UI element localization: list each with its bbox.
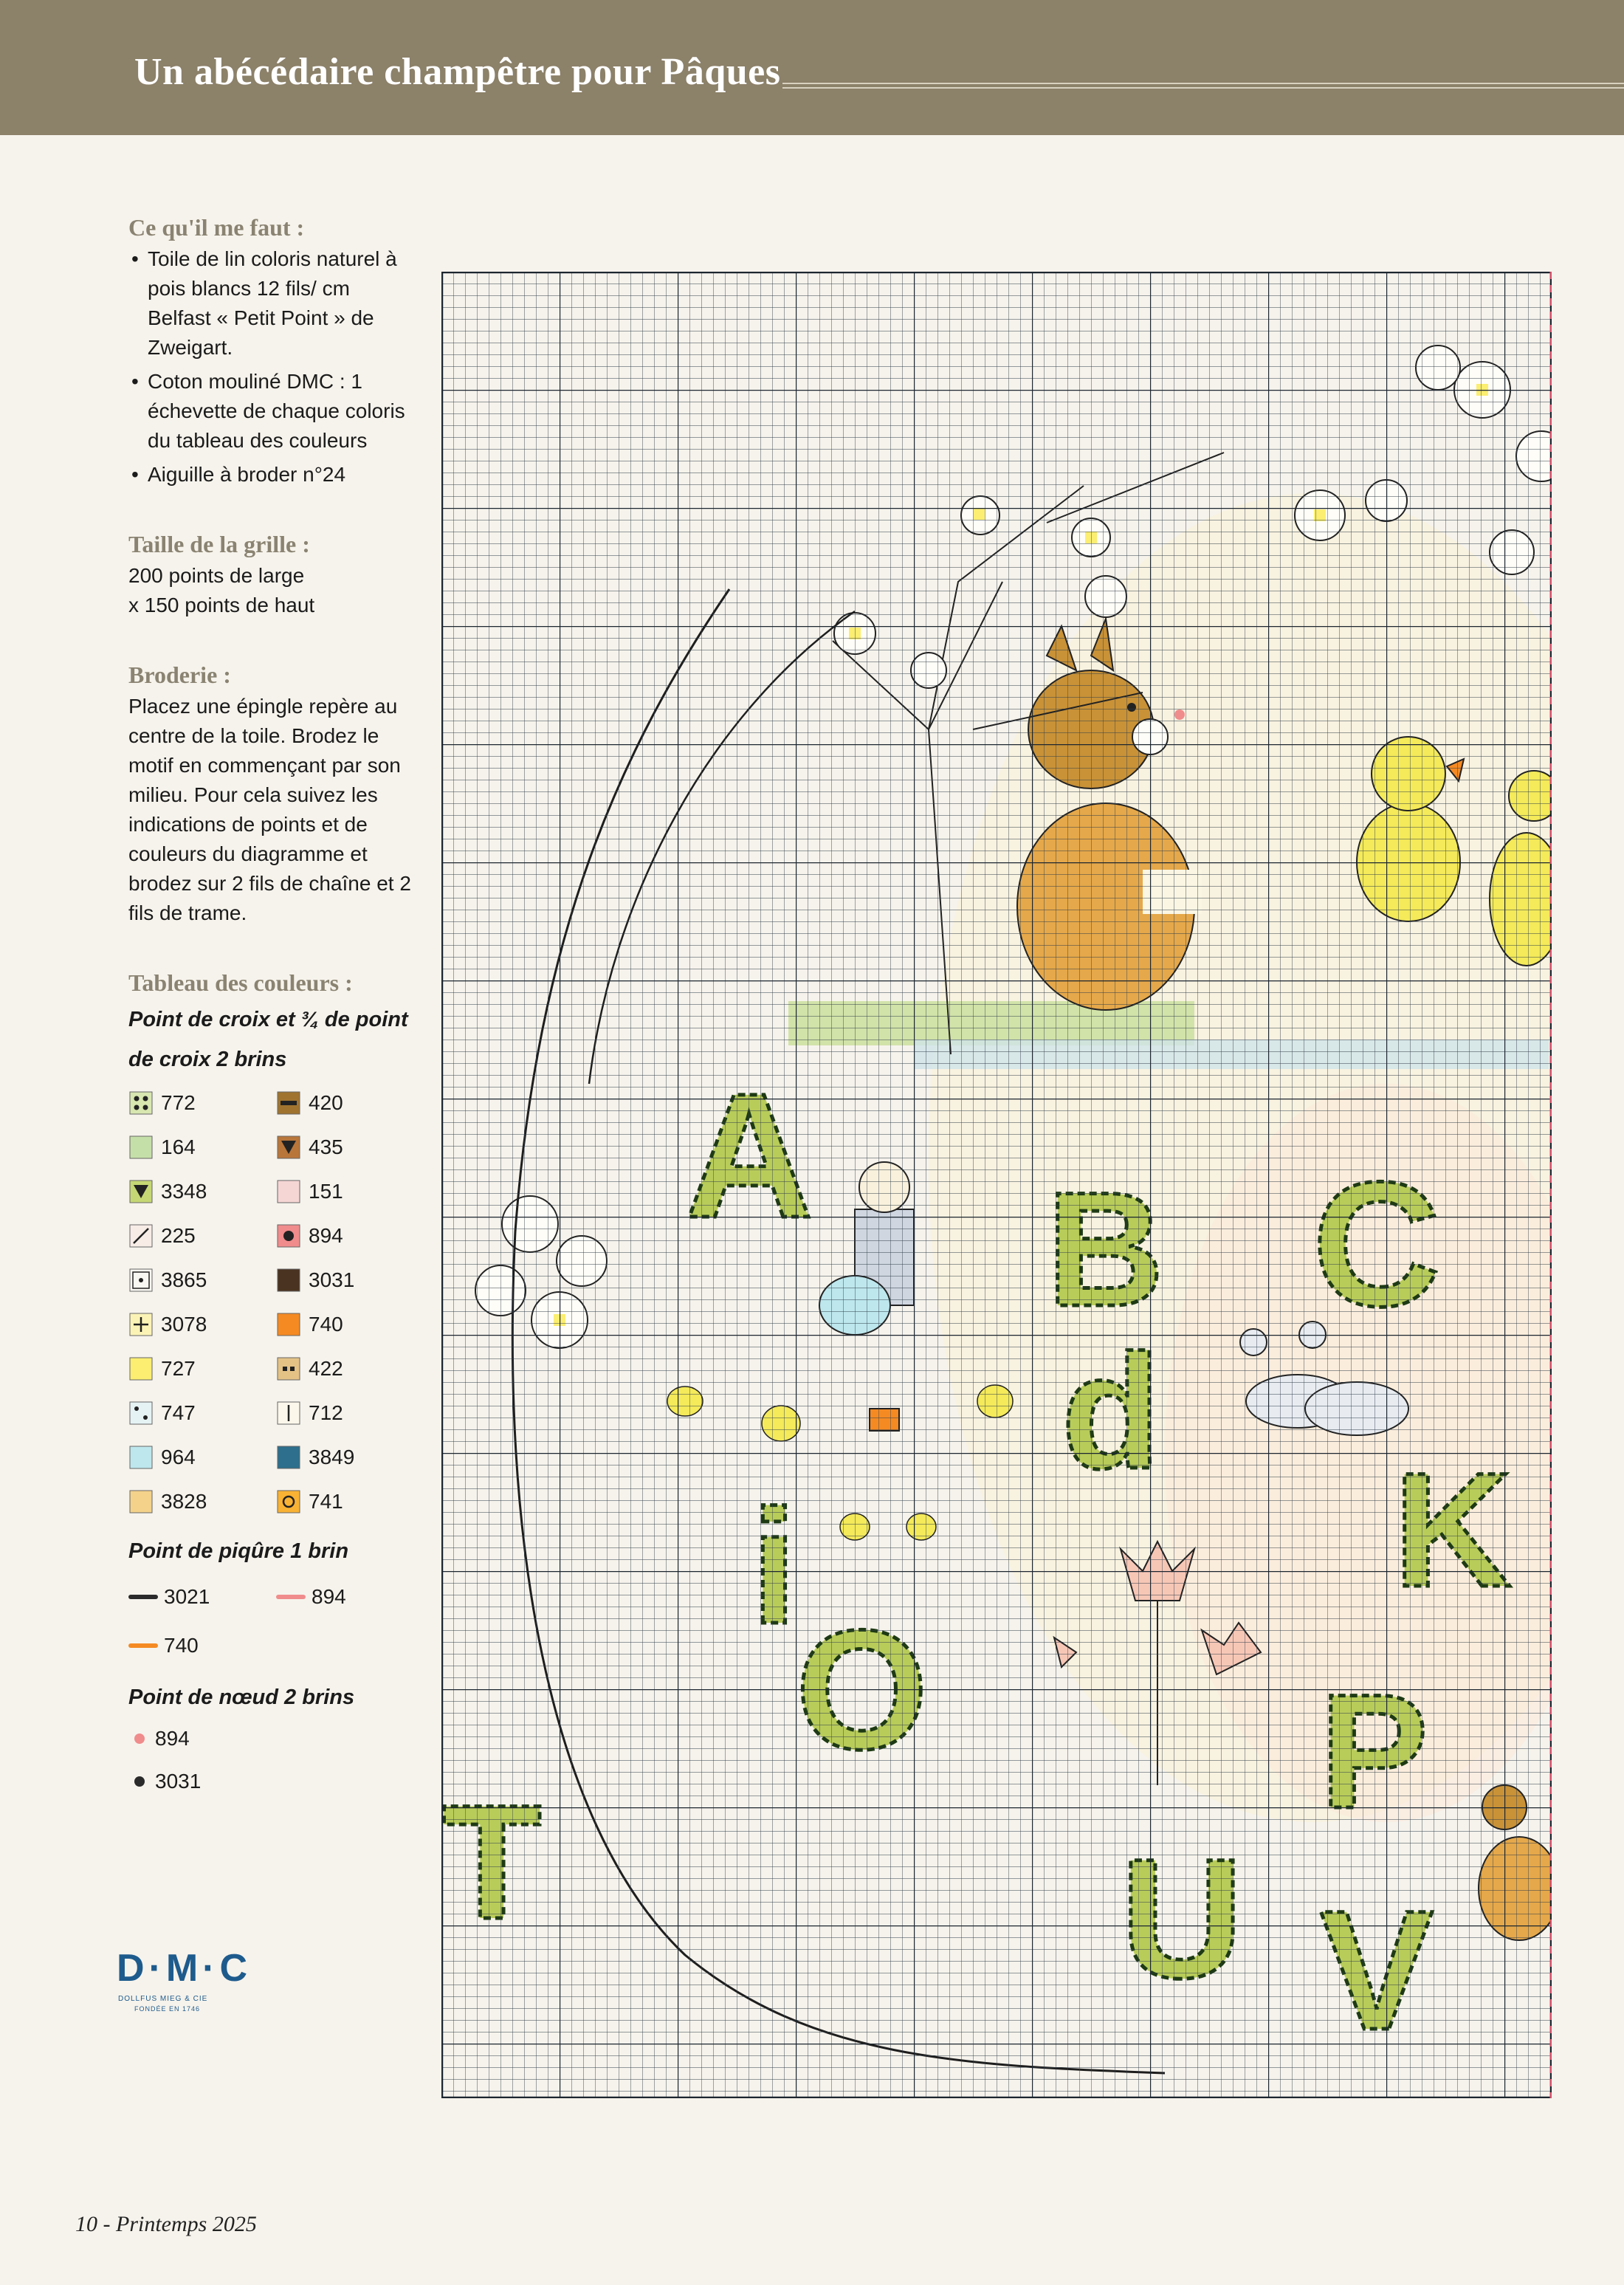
- line-icon: [276, 1595, 306, 1599]
- dmc-logo-text: D·M·C: [117, 1947, 252, 1990]
- swatch-code: 151: [309, 1180, 343, 1203]
- color-table-section: [128, 969, 416, 1803]
- cross-stitch-legend: [128, 1084, 416, 1521]
- legend-swatch: [128, 1482, 276, 1521]
- plain-square-icon: [128, 1135, 154, 1160]
- swatch-code: 3348: [161, 1180, 207, 1203]
- bar-icon: [276, 1090, 301, 1116]
- legend-swatch: [276, 1438, 416, 1477]
- backstitch-legend: [128, 1576, 416, 1667]
- legend-swatch: [128, 1438, 276, 1477]
- boxed-dot-icon: [128, 1268, 154, 1293]
- legend-swatch: [276, 1394, 416, 1432]
- circle-icon: [276, 1489, 301, 1514]
- materials-item: • Coton mouliné DMC : 1 échevette de chaque coloris du tableau des couleurs: [128, 367, 416, 456]
- legend-swatch: [276, 1261, 416, 1299]
- grid-size-section: [128, 531, 416, 620]
- swatch-code: 3031: [309, 1268, 355, 1291]
- page-footer: [75, 2212, 257, 2237]
- backstitch-swatch: [276, 1576, 416, 1618]
- swatch-code: 225: [161, 1224, 196, 1247]
- plain-square-icon: [276, 1445, 301, 1470]
- embroidery-section: [128, 662, 416, 928]
- backstitch-title: Point de piqûre 1 brin: [128, 1539, 349, 1563]
- dmc-tagline: DOLLFUS MIEG & CIE: [118, 1995, 208, 2003]
- swatch-code: 741: [309, 1490, 343, 1513]
- legend-swatch: [276, 1084, 416, 1122]
- swatch-code: 435: [309, 1135, 343, 1158]
- embroidery-title: Broderie :: [128, 662, 231, 688]
- header-rule: [782, 83, 1624, 89]
- legend-swatch: [276, 1305, 416, 1344]
- plain-square-icon: [276, 1268, 301, 1293]
- swatch-code: 3865: [161, 1268, 207, 1291]
- materials-title: Ce qu'il me faut :: [128, 214, 305, 241]
- legend-swatch: [276, 1172, 416, 1211]
- plain-square-icon: [276, 1179, 301, 1204]
- page-title: Un abécédaire champêtre pour Pâques: [134, 51, 781, 93]
- swatch-code: 894: [309, 1224, 343, 1247]
- instructions-sidebar: [128, 214, 416, 1844]
- line-icon: [128, 1595, 158, 1599]
- legend-swatch: [128, 1261, 276, 1299]
- swatch-code: 740: [164, 1634, 199, 1657]
- materials-section: [128, 214, 416, 489]
- line-icon: [128, 1643, 158, 1648]
- slash-icon: [128, 1223, 154, 1248]
- plain-square-icon: [128, 1356, 154, 1381]
- dot-icon: [134, 1733, 145, 1744]
- swatch-code: 740: [309, 1313, 343, 1336]
- triangle-icon: [276, 1135, 301, 1160]
- triangle-icon: [128, 1179, 154, 1204]
- swatch-code: 3021: [164, 1585, 210, 1608]
- legend-swatch: [276, 1217, 416, 1255]
- materials-item: • Aiguille à broder n°24: [128, 460, 416, 489]
- backstitch-swatch: [128, 1624, 276, 1667]
- grid-height: x 150 points de haut: [128, 594, 315, 616]
- plain-square-icon: [128, 1489, 154, 1514]
- vertical-line-icon: [276, 1401, 301, 1426]
- swatch-code: 3031: [155, 1770, 202, 1793]
- dot-icon: [134, 1776, 145, 1787]
- legend-swatch: [128, 1305, 276, 1344]
- swatch-code: 727: [161, 1357, 196, 1380]
- grid-size-title: Taille de la grille :: [128, 531, 310, 557]
- knot-swatch: [128, 1717, 416, 1760]
- cross-stitch-title: Point de croix et ¾ de point de croix 2 brins: [128, 1008, 408, 1071]
- plain-square-icon: [128, 1445, 154, 1470]
- swatch-code: 964: [161, 1446, 196, 1468]
- knot-swatch: [128, 1760, 416, 1803]
- legend-swatch: [128, 1394, 276, 1432]
- knot-title: Point de nœud 2 brins: [128, 1686, 355, 1709]
- swatch-code: 420: [309, 1091, 343, 1114]
- swatch-code: 3849: [309, 1446, 355, 1468]
- legend-swatch: [128, 1084, 276, 1122]
- legend-swatch: [128, 1172, 276, 1211]
- swatch-code: 3828: [161, 1490, 207, 1513]
- legend-swatch: [128, 1350, 276, 1388]
- page-header: [0, 0, 1624, 135]
- legend-swatch: [276, 1128, 416, 1166]
- swatch-code: 747: [161, 1401, 196, 1424]
- issue-name: Printemps 2025: [116, 2212, 257, 2236]
- four-dots-icon: [128, 1090, 154, 1116]
- swatch-code: 894: [312, 1585, 346, 1608]
- legend-swatch: [128, 1128, 276, 1166]
- dot-icon: [276, 1223, 301, 1248]
- backstitch-swatch: [128, 1576, 276, 1618]
- legend-swatch: [276, 1350, 416, 1388]
- dmc-founded: FONDÉE EN 1746: [134, 2005, 201, 2013]
- swatch-code: 3078: [161, 1313, 207, 1336]
- swatch-code: 164: [161, 1135, 196, 1158]
- swatch-code: 894: [155, 1727, 190, 1750]
- color-table-title: Tableau des couleurs :: [128, 969, 353, 996]
- plus-icon: [128, 1312, 154, 1337]
- swatch-code: 712: [309, 1401, 343, 1424]
- dmc-logo: [117, 1934, 250, 2016]
- cross-stitch-chart: [441, 272, 1552, 2098]
- knot-legend: [128, 1717, 416, 1803]
- plain-square-icon: [276, 1312, 301, 1337]
- grid-width: 200 points de large: [128, 564, 305, 587]
- grid-major: [441, 272, 1552, 2098]
- embroidery-text: Placez une épingle repère au centre de la toile. Brodez le motif en commençant par son milieu. Pour cela suivez les indications de points et de couleurs du diagramme et brodez sur 2 fils de chaîne et 2 fils de trame.: [128, 695, 411, 924]
- swatch-code: 422: [309, 1357, 343, 1380]
- materials-item: • Toile de lin coloris naturel à pois blancs 12 fils/ cm Belfast « Petit Point » de Zweigart.: [128, 244, 416, 362]
- legend-swatch: [276, 1482, 416, 1521]
- legend-swatch: [128, 1217, 276, 1255]
- diagonal-dots-icon: [128, 1401, 154, 1426]
- swatch-code: 772: [161, 1091, 196, 1114]
- page-number: 10 -: [75, 2212, 111, 2236]
- two-dots-icon: [276, 1356, 301, 1381]
